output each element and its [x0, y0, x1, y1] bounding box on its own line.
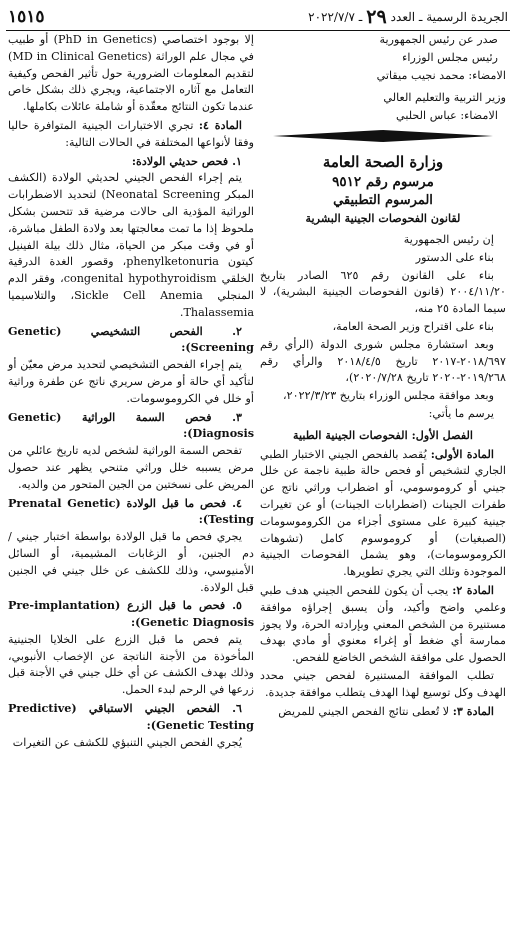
left-column	[6, 32, 254, 934]
article-2	[260, 582, 506, 667]
decree-subject: لقانون الفحوصات الجينية البشرية	[305, 210, 461, 225]
article-1	[260, 446, 506, 581]
article-3	[260, 703, 506, 721]
article-label: المادة ٣:	[452, 703, 494, 718]
article-text: لا تُعطى نتائج الفحص الجيني للمريض	[278, 704, 450, 718]
section-text: يتم إجراء الفحص الجيني لحديثي الولادة (الكشف المبكر Neonatal Screening) لتحديد الاضطرابات الوراثية المؤدية الى حالات مرضية قد تتحسن بشكل ملحوظ إذا ما تمت معالجتها بعد ولادة الطفل مباشرة، أو في وقت مبكر من الحياة، مثال ذلك بيلة الفينيل كيتون phenylketonuria، وقصور الغدة الدرقية الخلقي congenital hypothyroidism، وفقر الدم المنجلي Sickle Cell Anemia، والتلاسيميا Thalassemia.	[8, 171, 254, 319]
section-text: يُجري الفحص الجيني التنبؤي للكشف عن التغيرات	[12, 735, 242, 749]
section-title: ٦. الفحص الجيني الاستباقي (Predictive Genetic Testing):	[8, 701, 254, 732]
decree-number: مرسوم رقم ٩٥١٢	[332, 173, 434, 190]
ministry-title: وزارة الصحة العامة	[322, 152, 444, 171]
divider-ornament	[273, 128, 493, 144]
section-text: يجري فحص ما قبل الولادة بواسطة اختبار جيني /دم الجنين، أو الزغابات المشيمية، أو السائل الأمنيوسي، وذلك للكشف عن خلل جيني في الجنين قبل الولادة.	[8, 530, 254, 594]
article-text: يُقصد بالفحص الجيني الاختبار الطبي الجاري لتشخيص أو فحص حالة طبية ناجمة عن خلل جيني أو كروموسومي، أو اضطراب وراثي ناتج عن طفرات الجينات (اضطرابات الجينات) أو عن تغيرات جينية كبيرة على مستوى أجزاء من الكروموسومات (الصبغيات) أو كروموسوم كامل (تشوهات الكروموسومات)، وهو يشمل الفحوصات الجينية الموجودة وتلك التي يجري تطويرها.	[260, 447, 506, 579]
article-label: المادة الأولى:	[430, 446, 494, 461]
article-label: المادة ٢:	[452, 582, 494, 597]
article-text: تجري الاختبارات الجينية المتوافرة حاليا وفقا لأنواعها المختلفة في الحالات التالية:	[8, 118, 254, 149]
article-text: يجب أن يكون للفحص الجيني هدف طبي وعلمي واضح وأكيد، وأن يسبق إجراؤه موافقة مستنيرة من الشخص المعني وبإرادته الحرة، ولا يجوز ممارسة أي ضغط أو إغراء معنوي أو مادي بهدف الحصول على موافقة الشخص الخاضع للفحص.	[260, 583, 506, 665]
preamble-line: يرسم ما يأتي:	[428, 406, 494, 420]
gazette-label: الجريدة الرسمية ـ العدد	[390, 10, 508, 24]
section-title: ٥. فحص ما قبل الزرع (Pre-implantation Genetic Diagnosis):	[8, 598, 254, 630]
section-divider	[260, 128, 506, 146]
section-title: ١. فحص حديثي الولادة:	[131, 153, 242, 168]
issue-number: ٢٩	[366, 6, 387, 28]
preamble-line: بناء على القانون رقم ٦٢٥ الصادر بتاريخ ٢٠٠٤/١١/٢٠ (قانون الفحوصات الجينية البشرية)، لا سيما المادة ٢٥ منه،	[260, 268, 506, 316]
columns	[6, 32, 510, 934]
signature-line: صدر عن رئيس الجمهورية	[379, 33, 498, 46]
signature-line: الامضاء: عباس الحلبي	[396, 109, 498, 123]
section-text: يتم فحص ما قبل الزرع على الخلايا الجنينية المأخوذة من الأجنة الناتجة عن الإخصاب الأنبوبي، وذلك بهدف الكشف عن أي خلل جيني في الأجنة قبل زرعها في الرحم لبدء الحمل.	[8, 632, 254, 697]
right-column	[260, 32, 510, 934]
signature-line: الامضاء: محمد نجيب ميقاتي	[376, 68, 506, 82]
decree-title: المرسوم التطبيقي	[333, 192, 433, 208]
chapter-heading: الفصل الأول: الفحوصات الجينية الطبية	[292, 427, 473, 442]
section-title: ٤. فحص ما قبل الولادة (Prenatal Genetic Testing):	[8, 495, 254, 527]
signature-line: وزير التربية والتعليم العالي	[383, 91, 506, 105]
preamble-line: إن رئيس الجمهورية	[403, 232, 494, 246]
section-title: ٢. الفحص التشخيصي (Genetic Screening):	[8, 323, 254, 355]
section-text: يتم إجراء الفحص التشخيصي لتحديد مرض معيّن أو لتأكيد أي حالة أو مرض سريري ناتج عن طفرة وراثية أو خلل في الكروموسومات.	[8, 358, 254, 405]
preamble-line: بناء على اقتراح وزير الصحة العامة،	[332, 319, 494, 333]
article-label: المادة ٤:	[198, 117, 242, 132]
article-4	[8, 117, 254, 152]
issue-date: ـ ٢٠٢٢/٧/٧	[308, 10, 363, 24]
preamble-line: وبعد موافقة مجلس الوزراء بتاريخ ٢٠٢٢/٣/٢٣،	[283, 389, 494, 403]
article-3-continued: إلا بوجود اختصاصي (PhD in Genetics) أو طبيب في مجال علم الوراثة (MD in Clinical Genetics) لتقديم المعلومات الضرورية حول تأثير الفحص وكيفية التعامل مع آثاره الاجتماعية، ويجري ذلك بشكل خاص عندما تكون النتائج معقّدة أو شاملة عائلات بكاملها.	[8, 33, 254, 114]
gazette-issue	[308, 6, 508, 28]
signature-line: رئيس مجلس الوزراء	[402, 50, 498, 64]
preamble-line: وبعد استشارة مجلس شورى الدولة (الرأي رقم ٢٠١٨/٦٩٧-٢٠١٧ تاريخ ٢٠١٨/٤/٥ والرأي رقم ٢٠١٩/٢٦٨-٢٠٢٠ تاريخ ٢٠٢٠/٧/٢٨)،	[260, 337, 506, 385]
article-2-continued: تطلب الموافقة المستنيرة لفحص جيني محدد الهدف وكل توسيع لهذا الهدف يتطلب موافقة جديدة.	[260, 668, 506, 699]
preamble-line: بناء على الدستور	[415, 250, 494, 264]
section-title: ٣. فحص السمة الوراثية (Genetic Diagnosis):	[8, 409, 254, 441]
section-text: تفحص السمة الوراثية لشخص لديه تاريخ عائلي من مرض يسببه خلل وراثي متنحي يظهر عند حصول المريض على نسختين من الجين المتحور من والديه.	[8, 444, 254, 491]
page-header	[6, 6, 510, 31]
page-number: ١٥١٥	[8, 7, 45, 27]
